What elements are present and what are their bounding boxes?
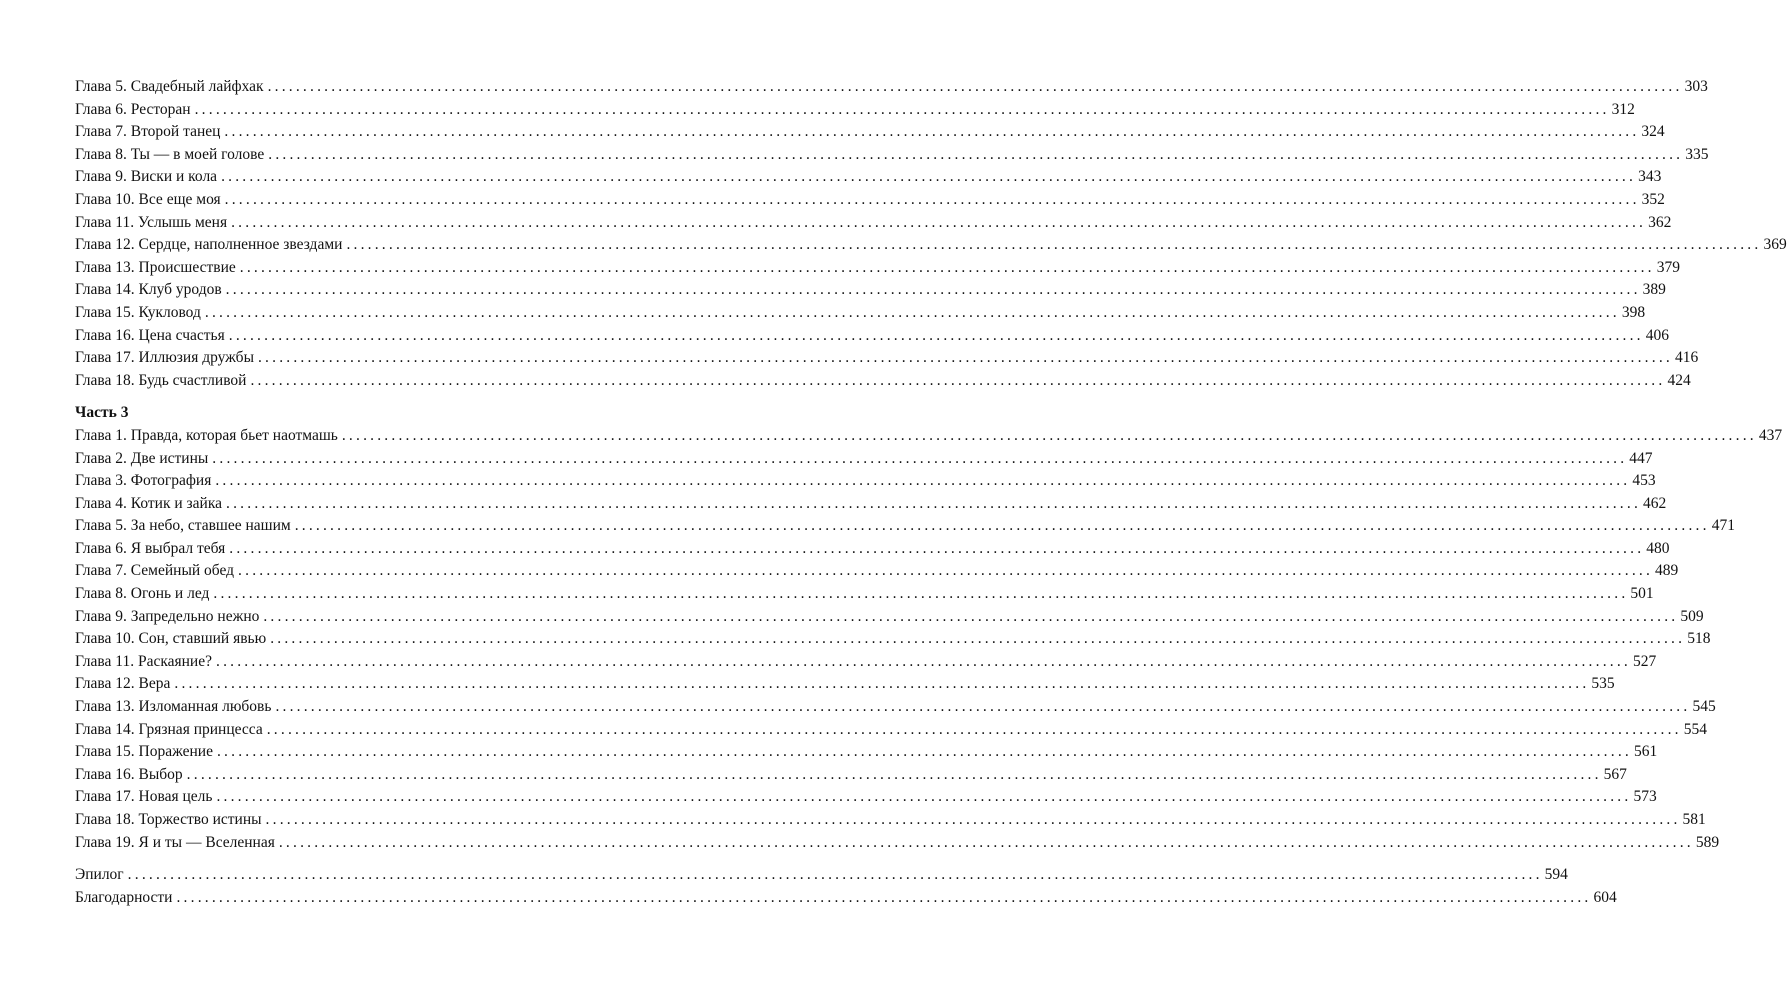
toc-entry-title: Глава 7. Семейный обед [75, 562, 235, 580]
dot-leader: ........................................................................................................................................................................................................ [265, 811, 1681, 828]
dot-leader: ........................................................................................................................................................................................................ [275, 698, 1691, 716]
toc-entry-title: Глава 4. Котик и зайка [75, 494, 223, 512]
toc-entry-page-number: 447 [1629, 449, 1653, 467]
toc-entry [75, 673, 1615, 696]
toc-entry-page-number: 303 [1684, 78, 1708, 95]
dot-leader: ........................................................................................................................................................................................................ [228, 326, 1644, 344]
toc-entry-page-number: 573 [1633, 788, 1657, 806]
toc-entry-page-number: 389 [1642, 281, 1666, 299]
toc-entry-page-number: 369 [1763, 236, 1787, 254]
dot-leader: ........................................................................................................................................................................................................ [216, 743, 1632, 761]
toc-entry [75, 470, 1656, 493]
toc-entry [75, 234, 1787, 257]
toc-entry [75, 347, 1699, 370]
toc-entry [75, 279, 1666, 302]
dot-leader: ........................................................................................................................................................................................................ [194, 100, 1610, 118]
toc-entry-page-number: 352 [1641, 190, 1665, 208]
toc-entry-title: Глава 14. Клуб уродов [75, 281, 222, 299]
toc-entry [75, 560, 1679, 583]
toc-entry-page-number: 567 [1603, 765, 1627, 783]
toc-entry [75, 189, 1665, 212]
toc-entry-page-number: 501 [1630, 585, 1654, 603]
toc-entry-page-number: 527 [1633, 652, 1657, 670]
toc-entry-title: Глава 15. Поражение [75, 743, 213, 761]
toc-entry-title: Глава 17. Новая цель [75, 788, 213, 806]
toc-entry-title: Глава 12. Сердце, наполненное звездами [75, 236, 343, 254]
toc-entry-title: Глава 16. Выбор [75, 765, 183, 783]
dot-leader: ........................................................................................................................................................................................................ [127, 866, 1543, 884]
dot-leader: ........................................................................................................................................................................................................ [267, 78, 1683, 95]
toc-entry [75, 76, 1708, 99]
toc-entry [75, 425, 1783, 448]
toc-entry-page-number: 535 [1591, 675, 1615, 693]
toc-entry-page-number: 335 [1685, 145, 1709, 163]
dot-leader: ........................................................................................................................................................................................................ [204, 303, 1620, 321]
toc-entry-title: Глава 14. Грязная принцесса [75, 720, 263, 738]
toc-entry-page-number: 462 [1643, 494, 1667, 512]
dot-leader: ........................................................................................................................................................................................................ [174, 675, 1590, 693]
toc-entry-title: Глава 1. Правда, которая бьет наотмашь [75, 426, 338, 444]
toc-entry [75, 99, 1635, 122]
toc-entry-title: Глава 6. Я выбрал тебя [75, 539, 226, 557]
toc-entry-page-number: 561 [1633, 743, 1658, 761]
dot-leader: ........................................................................................................................................................................................................ [278, 833, 1694, 851]
toc-entry [75, 786, 1657, 809]
dot-leader: ........................................................................................................................................................................................................ [221, 168, 1637, 186]
toc-entry-page-number: 379 [1656, 258, 1680, 276]
toc-entry-title: Глава 11. Раскаяние? [75, 652, 212, 670]
toc-entry-page-number: 398 [1621, 303, 1646, 321]
toc-entry-title: Глава 7. Второй танец [75, 123, 221, 141]
toc-entry-title: Эпилог [75, 866, 124, 884]
toc-entry-page-number: 343 [1638, 168, 1662, 186]
table-of-contents [75, 76, 1787, 909]
toc-entry [75, 538, 1670, 561]
toc-entry [75, 651, 1657, 674]
dot-leader: ........................................................................................................................................................................................................ [266, 720, 1682, 738]
toc-entry-title: Глава 16. Цена счастья [75, 326, 225, 344]
dot-leader: ........................................................................................................................................................................................................ [216, 788, 1632, 806]
toc-entry-page-number: 581 [1682, 811, 1706, 828]
toc-entry-page-number: 594 [1544, 866, 1568, 884]
dot-leader: ........................................................................................................................................................................................................ [294, 517, 1710, 535]
toc-entry-title: Глава 11. Услышь меня [75, 213, 228, 231]
toc-entry [75, 257, 1680, 280]
toc-entry [75, 325, 1669, 348]
dot-leader: ........................................................................................................................................................................................................ [263, 607, 1679, 625]
toc-entry [75, 493, 1667, 516]
toc-entry [75, 741, 1658, 764]
dot-leader: ........................................................................................................................................................................................................ [268, 145, 1684, 163]
toc-entry [75, 448, 1653, 471]
toc-entry-page-number: 589 [1695, 833, 1720, 851]
toc-entry-page-number: 324 [1641, 123, 1665, 141]
toc-entry-page-number: 509 [1680, 607, 1704, 625]
toc-entry-title: Глава 3. Фотография [75, 472, 212, 490]
part-3-chapter-list [75, 425, 1783, 854]
toc-entry-title: Благодарности [75, 888, 173, 906]
toc-entry-page-number: 480 [1646, 539, 1670, 557]
toc-entry-page-number: 471 [1711, 517, 1735, 535]
toc-entry-title: Глава 5. Свадебный лайфхак [75, 78, 264, 95]
toc-entry-title: Глава 13. Изломанная любовь [75, 698, 272, 716]
toc-entry-page-number: 554 [1683, 720, 1707, 738]
toc-entry [75, 515, 1735, 538]
toc-entry-title: Глава 18. Будь счастливой [75, 371, 247, 389]
toc-entry [75, 887, 1617, 910]
toc-entry-page-number: 416 [1674, 349, 1699, 367]
dot-leader: ........................................................................................................................................................................................................ [226, 494, 1642, 512]
toc-entry-title: Глава 2. Две истины [75, 449, 209, 467]
toc-entry [75, 144, 1709, 167]
toc-entry-title: Глава 8. Огонь и лед [75, 585, 210, 603]
toc-entry-title: Глава 15. Кукловод [75, 303, 201, 321]
toc-entry-title: Глава 8. Ты — в моей голове [75, 145, 265, 163]
section-gap [75, 854, 550, 864]
toc-entry [75, 628, 1711, 651]
dot-leader: ........................................................................................................................................................................................................ [346, 236, 1762, 254]
toc-entry-title: Глава 18. Торжество истины [75, 811, 262, 828]
toc-entry-page-number: 518 [1687, 630, 1711, 648]
toc-entry-title: Глава 10. Все еще моя [75, 190, 221, 208]
toc-entry [75, 696, 1716, 719]
dot-leader: ........................................................................................................................................................................................................ [239, 258, 1655, 276]
toc-entry-title: Глава 19. Я и ты — Вселенная [75, 833, 275, 851]
toc-entry [75, 809, 1706, 832]
toc-entry-title: Глава 13. Происшествие [75, 258, 236, 276]
toc-entry-title: Глава 12. Вера [75, 675, 171, 693]
toc-entry-title: Глава 5. За небо, ставшее нашим [75, 517, 291, 535]
dot-leader: ........................................................................................................................................................................................................ [176, 888, 1592, 906]
part-3-heading: Часть 3 [75, 404, 129, 422]
toc-entry-page-number: 437 [1758, 426, 1783, 444]
dot-leader: ........................................................................................................................................................................................................ [238, 562, 1654, 580]
toc-entry [75, 719, 1707, 742]
dot-leader: ........................................................................................................................................................................................................ [215, 472, 1631, 490]
toc-entry-page-number: 312 [1611, 100, 1635, 118]
dot-leader: ........................................................................................................................................................................................................ [257, 349, 1673, 367]
toc-entry-page-number: 424 [1667, 371, 1691, 389]
dot-leader: ........................................................................................................................................................................................................ [212, 449, 1628, 467]
toc-entry-page-number: 453 [1632, 472, 1656, 490]
toc-entry [75, 832, 1720, 855]
toc-entry-title: Глава 6. Ресторан [75, 100, 191, 118]
toc-entry-page-number: 604 [1593, 888, 1617, 906]
toc-entry [75, 302, 1646, 325]
toc-entry-page-number: 406 [1645, 326, 1669, 344]
dot-leader: ........................................................................................................................................................................................................ [231, 213, 1647, 231]
toc-entry-page-number: 545 [1692, 698, 1716, 716]
dot-leader: ........................................................................................................................................................................................................ [229, 539, 1645, 557]
dot-leader: ........................................................................................................................................................................................................ [224, 123, 1640, 141]
toc-entry-title: Глава 17. Иллюзия дружбы [75, 349, 254, 367]
toc-entry [75, 370, 1691, 393]
toc-entry-title: Глава 10. Сон, ставший явью [75, 630, 267, 648]
toc-entry [75, 583, 1654, 606]
back-matter-list [75, 864, 1617, 909]
toc-entry [75, 121, 1665, 144]
dot-leader: ........................................................................................................................................................................................................ [216, 652, 1631, 670]
dot-leader: ........................................................................................................................................................................................................ [186, 765, 1602, 783]
toc-entry-title: Глава 9. Запредельно нежно [75, 607, 260, 625]
toc-entry [75, 606, 1704, 629]
toc-entry [75, 212, 1672, 235]
dot-leader: ........................................................................................................................................................................................................ [250, 371, 1666, 389]
toc-entry-page-number: 489 [1655, 562, 1679, 580]
dot-leader: ........................................................................................................................................................................................................ [341, 426, 1757, 444]
dot-leader: ........................................................................................................................................................................................................ [224, 190, 1640, 208]
dot-leader: ........................................................................................................................................................................................................ [270, 630, 1686, 648]
toc-entry-page-number: 362 [1648, 213, 1672, 231]
toc-entry [75, 166, 1662, 189]
dot-leader: ........................................................................................................................................................................................................ [213, 585, 1629, 603]
part-2-chapter-list [75, 76, 1787, 392]
dot-leader: ........................................................................................................................................................................................................ [225, 281, 1641, 299]
toc-entry [75, 864, 1568, 887]
toc-entry [75, 764, 1627, 787]
toc-entry-title: Глава 9. Виски и кола [75, 168, 218, 186]
